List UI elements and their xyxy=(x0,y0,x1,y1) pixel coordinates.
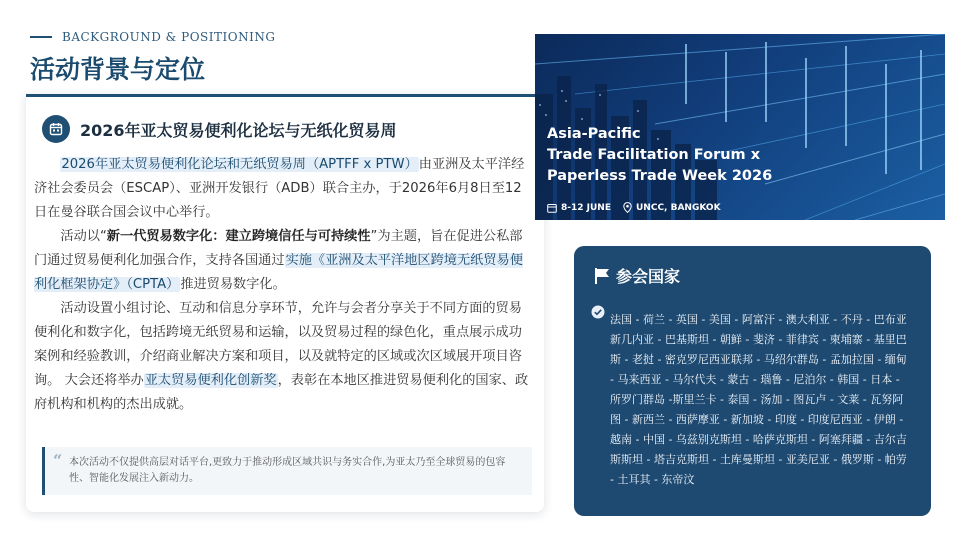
flag-icon xyxy=(594,267,610,285)
calendar-icon xyxy=(42,115,70,143)
card-header xyxy=(42,115,397,143)
countries-title: 参会国家 xyxy=(616,267,681,286)
event-name-highlight: 2026年亚太贸易便利化论坛和无纸贸易周（APTFF x PTW） xyxy=(61,157,418,172)
banner-date xyxy=(547,203,611,213)
banner-title xyxy=(547,124,772,187)
paragraph-3 xyxy=(34,297,534,417)
paragraph-1 xyxy=(34,153,534,225)
paragraph-1-text: 由亚洲及太平洋经济社会委员会（ESCAP）、亚洲开发银行（ADB）联合主办，于2026年6月8日至12日在曼谷联合国会议中心举行。 xyxy=(34,157,525,220)
card-body xyxy=(34,153,534,417)
countries-list: 法国 - 荷兰 - 英国 - 美国 - 阿富汗 - 澳大利亚 - 不丹 - 巴布亚新几内亚 - 巴基斯坦 - 朝鲜 - 斐济 - 菲律宾 - 柬埔寨 - 基里巴斯 - 老挝 - 密克罗尼西亚联邦 - 马绍尔群岛 - 孟加拉国 - 缅甸 - 马来西亚 - 马尔代夫 - 蒙古 - 瑙鲁 - 尼泊尔 - 韩国 - 日本 - 所罗门群岛 -斯里兰卡 - 泰国 - 汤加 - 图瓦卢 - 文莱 - 瓦努阿图 - 新西兰 - 西萨摩亚 - 新加坡 - 印度 - 印度尼西亚 - 伊朗 - 越南 - 中国 - 乌兹别克斯坦 - 哈萨克斯坦 - 阿塞拜疆 - 吉尔吉斯斯坦 - 塔吉克斯坦 - 土库曼斯坦 - 亚美尼亚 - 俄罗斯 - 帕劳 - 土耳其 - 东帝汶 xyxy=(610,313,907,486)
quote-text: 本次活动不仅提供高层对话平台,更致力于推动形成区域共识与务实合作,为亚太乃至全球贸易的包容性、智能化发展注入新动力。 xyxy=(69,457,506,484)
countries-header xyxy=(594,264,680,287)
banner-meta xyxy=(547,202,733,213)
paragraph-3-pre: 活动设置小组讨论、互动和信息分享环节，允许与会者分享关于不同方面的贸易便利化和数字化，包括跨境无纸贸易和运输，以及贸易过程的绿色化，重点展示成功案例和经验教训，介绍商业解决方案和项目，以及就特定的区域或次区域展开项目咨询。 大会还将举办 xyxy=(34,301,522,388)
quote-icon: “ xyxy=(53,451,63,470)
banner-venue xyxy=(623,202,721,213)
paragraph-2 xyxy=(34,225,534,297)
eyebrow xyxy=(30,30,275,44)
eyebrow-rule xyxy=(30,36,52,38)
paragraph-3-post: ，表彰在本地区推进贸易便利化的国家、政府机构和机构的杰出成就。 xyxy=(34,373,529,412)
eyebrow-text: BACKGROUND & POSITIONING xyxy=(62,30,276,44)
countries-panel xyxy=(574,246,931,516)
quote-box xyxy=(42,447,532,495)
cpta-highlight: 实施《亚洲及太平洋地区跨境无纸贸易便利化框架协定》（CPTA） xyxy=(34,253,523,292)
location-pin-icon xyxy=(623,202,632,213)
award-highlight: 亚太贸易便利化创新奖 xyxy=(144,373,277,388)
theme-text: 新一代贸易数字化：建立跨境信任与可持续性 xyxy=(106,229,371,244)
event-banner xyxy=(535,34,945,220)
banner-title-line-3: Paperless Trade Week 2026 xyxy=(547,168,773,184)
paragraph-2-post: 推进贸易数字化。 xyxy=(180,277,286,292)
banner-title-line-1: Asia-Pacific xyxy=(547,126,641,142)
page-title: 活动背景与定位 xyxy=(30,55,206,84)
background-card xyxy=(26,94,544,512)
check-circle-icon xyxy=(591,305,605,319)
banner-date-text: 8-12 JUNE xyxy=(561,202,611,213)
card-title: 2026年亚太贸易便利化论坛与无纸化贸易周 xyxy=(80,120,397,140)
paragraph-2-pre: 活动以“ xyxy=(60,229,107,244)
paragraph-2-mid: ”为主题，旨在促进公私部门通过贸易便利化加强合作，支持各国通过 xyxy=(34,229,523,268)
banner-venue-text: UNCC, BANGKOK xyxy=(636,202,721,213)
banner-title-line-2: Trade Facilitation Forum x xyxy=(547,147,761,163)
calendar-icon xyxy=(547,203,557,213)
